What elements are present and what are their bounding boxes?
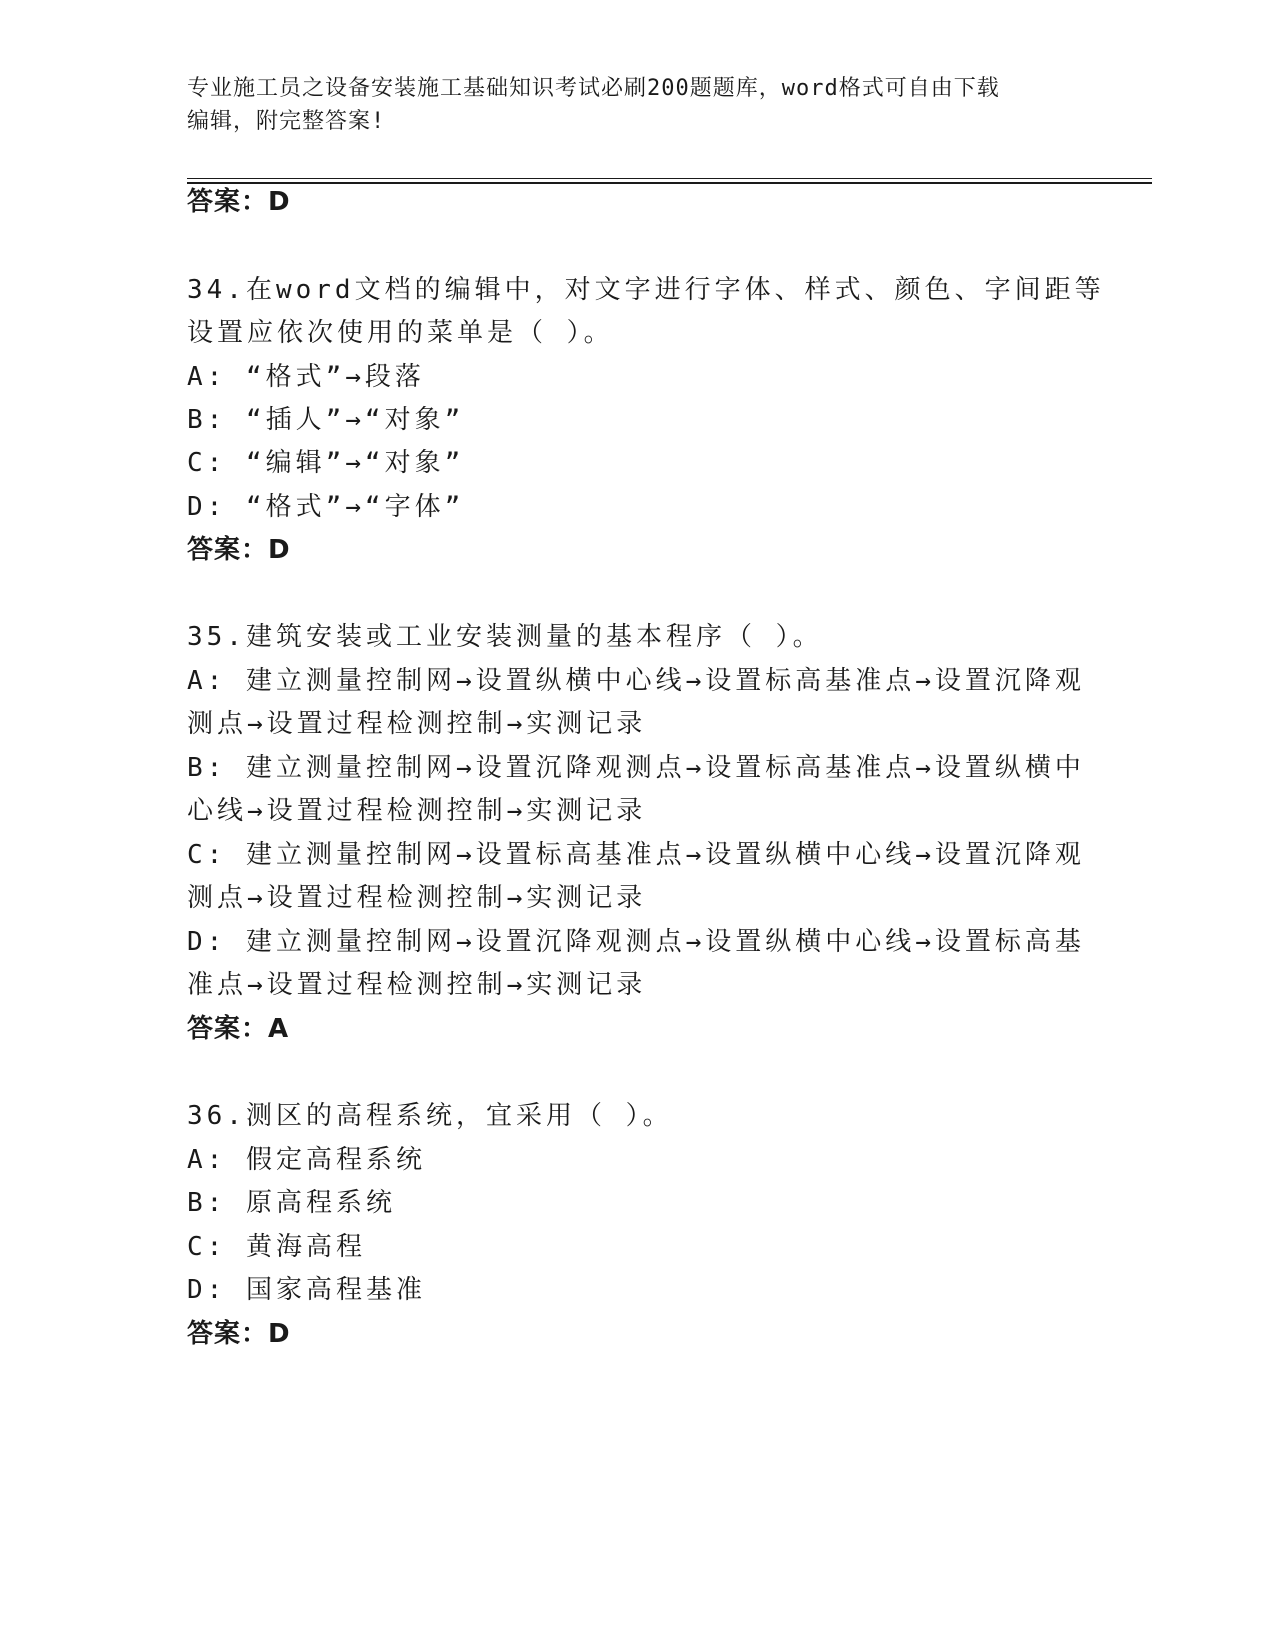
header-line-1: 专业施工员之设备安装施工基础知识考试必刷200题题库，word格式可自由下载 bbox=[187, 76, 1000, 101]
header-rule-thick bbox=[187, 182, 1152, 184]
question-34-option-a: A: “格式”→段落 bbox=[187, 362, 425, 392]
header-rule-thin bbox=[187, 178, 1152, 179]
page-header bbox=[187, 72, 1067, 138]
question-35-option-a-1: A: 建立测量控制网→设置纵横中心线→设置标高基准点→设置沉降观 bbox=[187, 666, 1085, 696]
header-line-2: 编辑，附完整答案! bbox=[187, 109, 386, 134]
question-35-option-c-2: 测点→设置过程检测控制→实测记录 bbox=[187, 883, 647, 913]
question-36-option-a: A: 假定高程系统 bbox=[187, 1145, 426, 1175]
question-36-stem-1: 36.测区的高程系统，宜采用（ ）。 bbox=[187, 1101, 673, 1131]
question-34-stem-2: 设置应依次使用的菜单是（ ）。 bbox=[187, 318, 614, 348]
question-34-answer: 答案：D bbox=[187, 535, 291, 565]
answer-previous: 答案：D bbox=[187, 187, 291, 217]
question-35-option-d-2: 准点→设置过程检测控制→实测记录 bbox=[187, 970, 647, 1000]
question-34-stem-1: 34.在word文档的编辑中，对文字进行字体、样式、颜色、字间距等 bbox=[187, 275, 1105, 305]
question-35-option-b-2: 心线→设置过程检测控制→实测记录 bbox=[187, 796, 647, 826]
question-34-option-d: D: “格式”→“字体” bbox=[187, 492, 465, 522]
question-34-option-c: C: “编辑”→“对象” bbox=[187, 448, 465, 478]
question-36-answer: 答案：D bbox=[187, 1319, 291, 1349]
question-35-option-a-2: 测点→设置过程检测控制→实测记录 bbox=[187, 709, 647, 739]
question-36-option-d: D: 国家高程基准 bbox=[187, 1275, 426, 1305]
question-35-option-b-1: B: 建立测量控制网→设置沉降观测点→设置标高基准点→设置纵横中 bbox=[187, 753, 1085, 783]
question-35-answer: 答案：A bbox=[187, 1014, 290, 1044]
question-35-stem-1: 35.建筑安装或工业安装测量的基本程序（ ）。 bbox=[187, 622, 823, 652]
question-36-option-b: B: 原高程系统 bbox=[187, 1188, 396, 1218]
question-36-option-c: C: 黄海高程 bbox=[187, 1232, 366, 1262]
question-35-option-d-1: D: 建立测量控制网→设置沉降观测点→设置纵横中心线→设置标高基 bbox=[187, 927, 1085, 957]
question-34-option-b: B: “插人”→“对象” bbox=[187, 405, 465, 435]
question-35-option-c-1: C: 建立测量控制网→设置标高基准点→设置纵横中心线→设置沉降观 bbox=[187, 840, 1085, 870]
